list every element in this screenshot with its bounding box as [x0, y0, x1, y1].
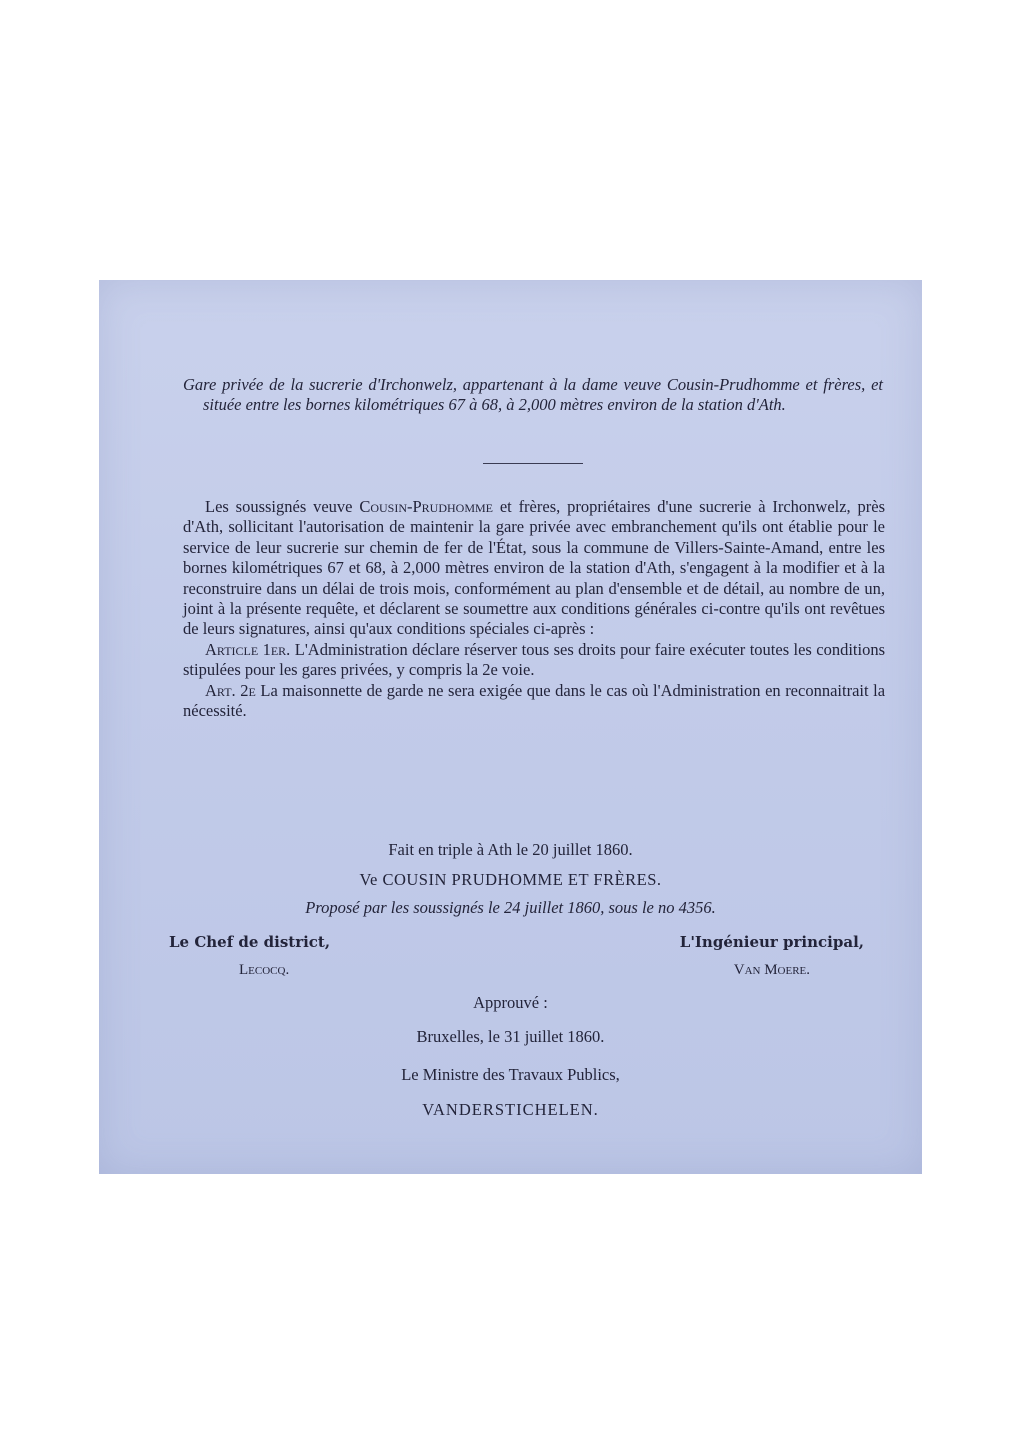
signatories-line: Ve COUSIN PRUDHOMME ET FRÈRES.	[359, 870, 662, 889]
heading-text: Gare privée de la sucrerie d'Irchonwelz, appartenant à la dame veuve Cousin-Prudhomme et frères, et située entre les bornes kilométriques 67 à 68, à 2,000 mètres environ de la station d'Ath.	[183, 375, 883, 414]
article-2-label: Art. 2e	[205, 680, 256, 700]
signature-left	[169, 928, 330, 984]
article-2	[183, 681, 885, 722]
document-heading	[183, 375, 883, 415]
intro-paragraph	[183, 497, 885, 640]
document-body	[183, 497, 885, 721]
article-1-label: Article 1er.	[205, 639, 291, 659]
proposed-line: Proposé par les soussignés le 24 juillet 1860, sous le no 4356.	[305, 898, 716, 917]
intro-names: Cousin-Prudhomme	[359, 497, 493, 516]
minister-line: Le Ministre des Travaux Publics,	[401, 1065, 620, 1084]
article-2-text: La maisonnette de garde ne sera exigée que dans le cas où l'Administration en reconnaitrait la nécessité.	[183, 680, 886, 721]
scanned-page	[99, 280, 922, 1174]
intro-rest: et frères, propriétaires d'une sucrerie à Irchonwelz, près d'Ath, sollicitant l'autorisation de maintenir la gare privée avec embranchement qu'ils ont établie pour le service de leur sucrerie sur chemin de fer de l'État, sous la commune de Villers-Sainte-Amand, entre les bornes kilométriques 67 et 68, à 2,000 mètres environ de la station d'Ath, s'engagent à la modifier et à la reconstruire dans un délai de trois mois, conformément au plan d'ensemble et de détail, au nombre de un, joint à la présente requête, et déclarent se soumettre aux conditions générales ci-contre qu'ils ont revêtues de leurs signatures, ainsi qu'aux conditions spéciales ci-après :	[183, 497, 885, 639]
minister-name: VANDERSTICHELEN.	[422, 1100, 599, 1119]
approved-place-date: Bruxelles, le 31 juillet 1860.	[416, 1027, 605, 1046]
signature-right	[680, 928, 864, 984]
left-name: Lecocq.	[239, 962, 290, 978]
intro-lead: Les soussignés veuve	[205, 497, 353, 516]
right-title: L'Ingénieur principal,	[679, 933, 864, 951]
done-at-line: Fait en triple à Ath le 20 juillet 1860.	[388, 840, 633, 859]
left-title: Le Chef de district,	[169, 933, 331, 951]
approved-line: Approuvé :	[473, 993, 548, 1012]
article-1	[183, 640, 885, 681]
right-name: Van Moere.	[733, 962, 811, 978]
separator-rule	[483, 463, 583, 464]
article-1-text: L'Administration déclare réserver tous ses droits pour faire exécuter toutes les conditions stipulées pour les gares privées, y compris la 2e voie.	[183, 639, 886, 680]
